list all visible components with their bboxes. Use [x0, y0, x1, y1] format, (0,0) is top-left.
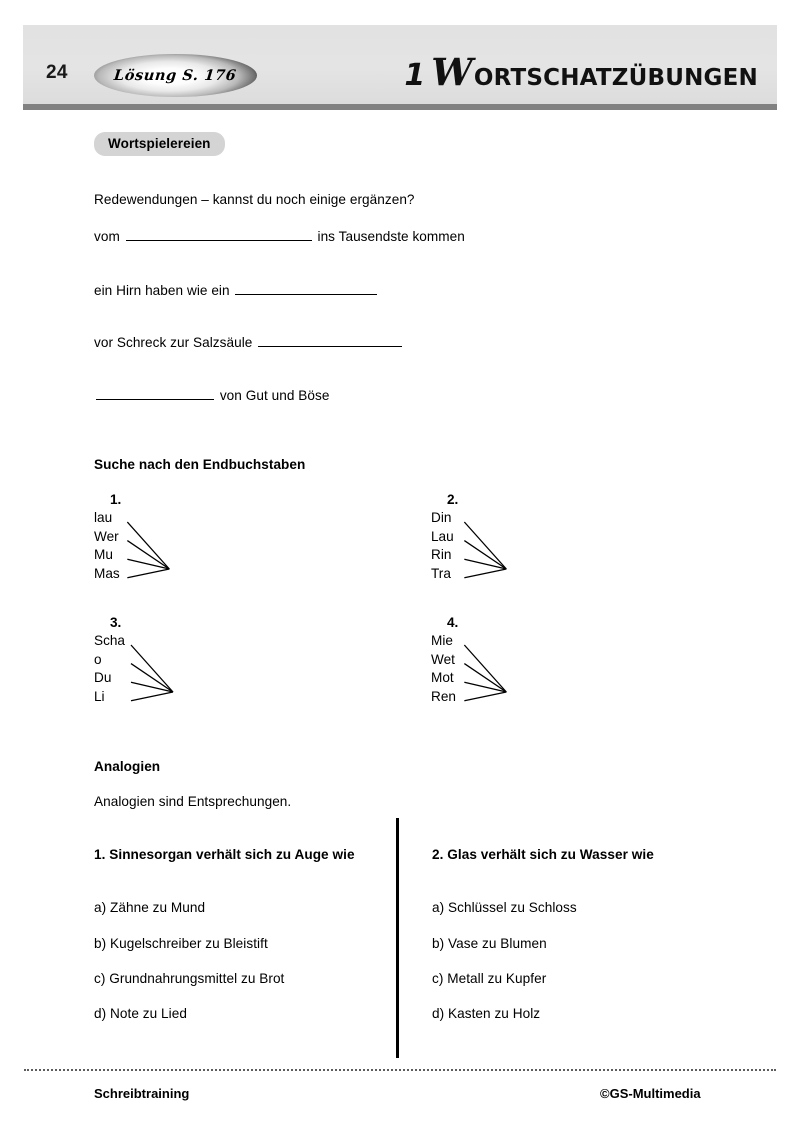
analogy-prompt-2: 2. Glas verhält sich zu Wasser wie: [432, 847, 654, 862]
endletters-word: Ren: [431, 688, 456, 704]
endletters-group-number: 4.: [447, 615, 459, 630]
idiom-text: vom: [94, 229, 124, 244]
analogy-option[interactable]: a) Schlüssel zu Schloss: [432, 900, 577, 915]
idiom-line: [94, 281, 379, 300]
endletters-group: [94, 615, 125, 706]
endletters-word: Wet: [431, 651, 455, 667]
idiom-text: vor Schreck zur Salzsäule: [94, 335, 257, 350]
endletters-word-list: [94, 509, 121, 583]
endletters-word: Du: [94, 670, 112, 686]
endletters-group: [94, 492, 121, 583]
idiom-text: ins Tausendste kommen: [313, 229, 465, 244]
analogy-option[interactable]: b) Vase zu Blumen: [432, 936, 547, 951]
solution-badge-label: Lösung S. 176: [113, 67, 238, 84]
idiom-text: von Gut und Böse: [216, 388, 330, 403]
analogy-option[interactable]: c) Metall zu Kupfer: [432, 971, 547, 986]
page-number: 24: [46, 62, 68, 83]
analogy-option[interactable]: b) Kugelschreiber zu Bleistift: [94, 936, 268, 951]
endletters-group: [431, 615, 458, 706]
analogy-option[interactable]: a) Zähne zu Mund: [94, 900, 206, 915]
page-title-rest: ORTSCHATZÜBUNGEN: [473, 65, 758, 91]
analogies-column-divider: [396, 818, 399, 1058]
page-title-number: 1: [404, 58, 426, 93]
footer-title: Schreibtraining: [94, 1086, 190, 1101]
endletters-word: o: [94, 651, 102, 667]
endletters-group-number: 3.: [110, 615, 122, 630]
header-rule: [23, 104, 777, 110]
footer-separator: [24, 1069, 776, 1071]
idiom-line: [94, 333, 404, 352]
endletters-word: Tra: [431, 565, 451, 581]
analogy-prompt-1: 1. Sinnesorgan verhält sich zu Auge wie: [94, 847, 355, 862]
section-pill-wordplay: Wortspielereien: [94, 132, 225, 156]
endletters-group-number: 2.: [447, 492, 459, 507]
idiom-answer-blank[interactable]: [126, 227, 312, 241]
endletters-group: [431, 492, 458, 583]
solution-reference-badge: [94, 54, 257, 97]
endletters-word-list: [431, 509, 458, 583]
endletters-word: Lau: [431, 528, 454, 544]
page-title: [404, 50, 758, 94]
wordplay-intro: Redewendungen – kannst du noch einige ergänzen?: [94, 192, 415, 207]
endletters-word: Mu: [94, 547, 113, 563]
analogy-option[interactable]: d) Note zu Lied: [94, 1006, 187, 1021]
analogies-intro: Analogien sind Entsprechungen.: [94, 794, 292, 809]
analogies-heading: Analogien: [94, 759, 161, 774]
page-title-initial: W: [431, 50, 473, 94]
endletters-group-number: 1.: [110, 492, 122, 507]
endletters-word-list: [94, 632, 125, 706]
idiom-answer-blank[interactable]: [235, 281, 377, 295]
idiom-answer-blank[interactable]: [96, 386, 214, 400]
idiom-line: [94, 386, 329, 405]
endletters-word: lau: [94, 510, 113, 525]
endletters-word-list: [431, 632, 458, 706]
endletters-word: Mot: [431, 670, 454, 686]
endletters-word: Scha: [94, 633, 125, 648]
endletters-heading: Suche nach den Endbuchstaben: [94, 457, 306, 472]
idiom-answer-blank[interactable]: [258, 333, 402, 347]
endletters-word: Rin: [431, 547, 452, 563]
endletters-word: Mas: [94, 565, 120, 581]
idiom-line: [94, 227, 465, 246]
analogy-option[interactable]: c) Grundnahrungsmittel zu Brot: [94, 971, 285, 986]
analogy-option[interactable]: d) Kasten zu Holz: [432, 1006, 541, 1021]
endletters-word: Wer: [94, 528, 119, 544]
endletters-word: Din: [431, 510, 452, 525]
idiom-text: ein Hirn haben wie ein: [94, 283, 234, 298]
footer-copyright: ©GS-Multimedia: [600, 1086, 701, 1101]
endletters-word: Li: [94, 688, 105, 704]
endletters-word: Mie: [431, 633, 453, 648]
